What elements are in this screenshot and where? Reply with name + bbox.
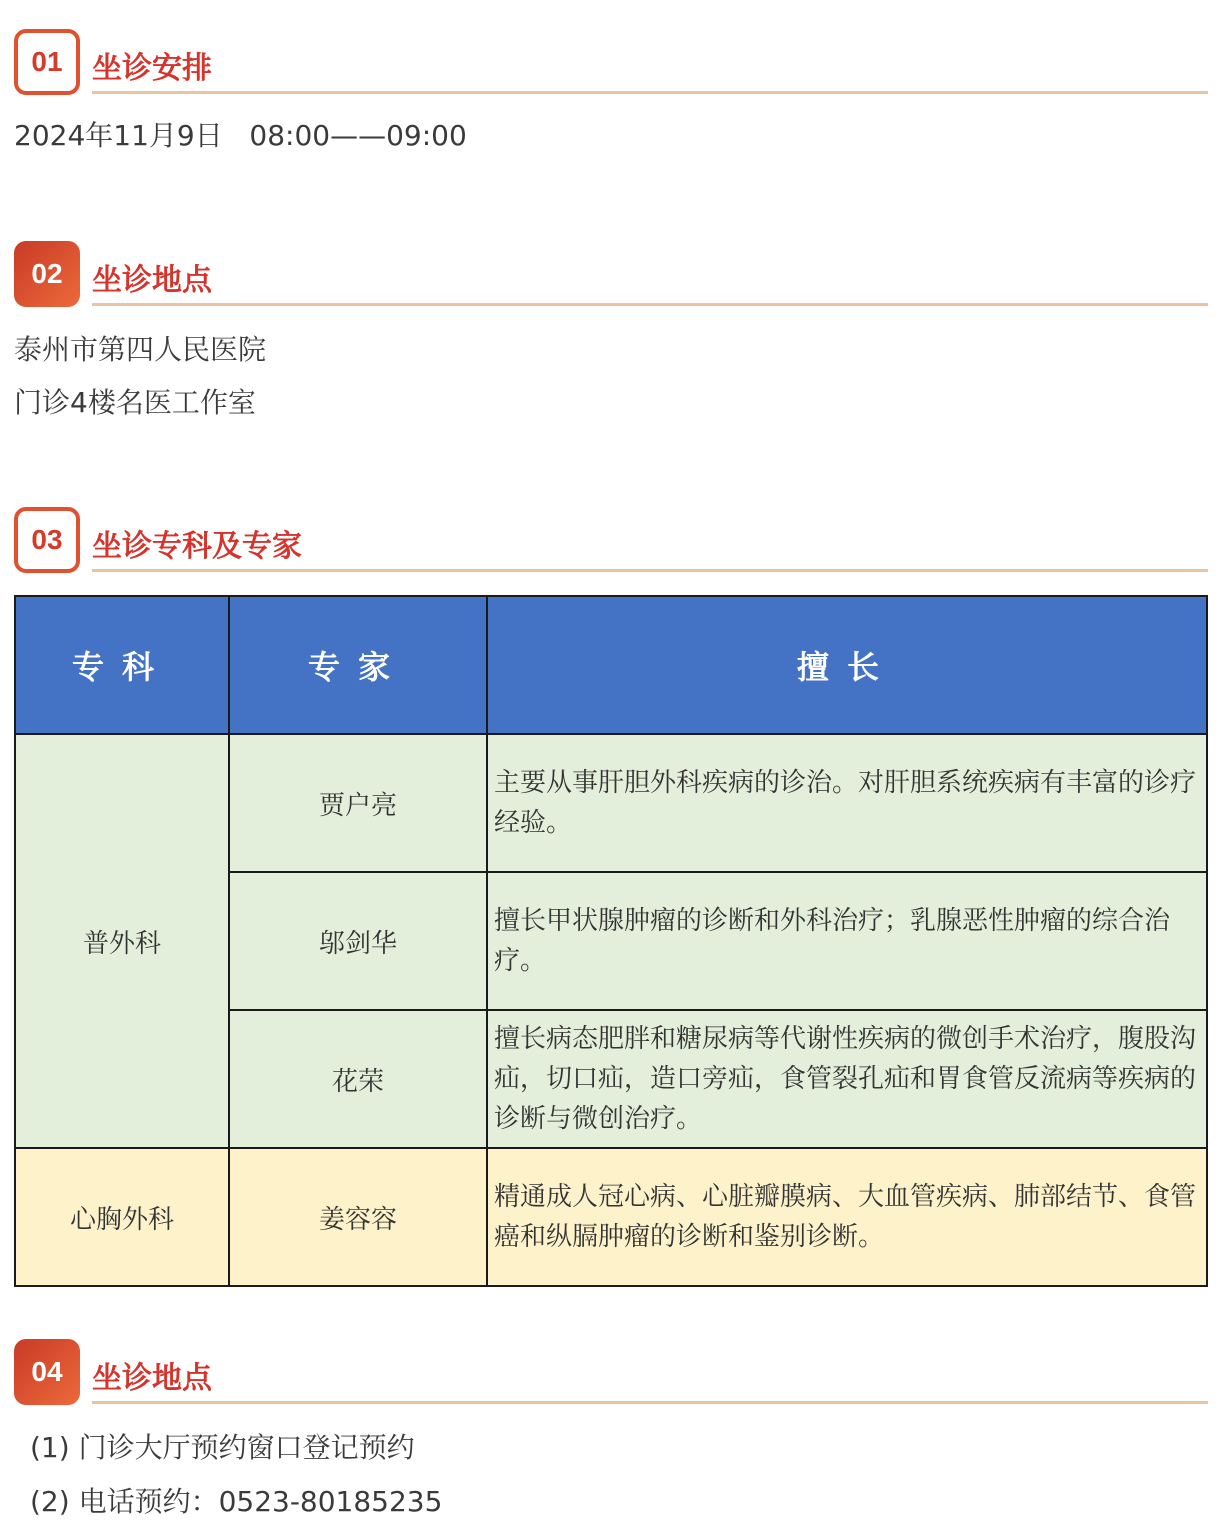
department-cell: 心胸外科	[15, 1148, 229, 1286]
section-divider	[92, 1401, 1208, 1404]
section-number-badge: 02	[14, 241, 80, 307]
section-number-badge: 04	[14, 1339, 80, 1405]
booking-window: (1) 门诊大厅预约窗口登记预约	[30, 1431, 415, 1464]
specialty-cell: 主要从事肝胆外科疾病的诊治。对肝胆系统疾病有丰富的诊疗经验。	[487, 734, 1207, 872]
table-header-row	[15, 596, 1207, 734]
expert-name-cell: 贾户亮	[229, 734, 487, 872]
department-cell: 普外科	[15, 734, 229, 1148]
column-header-specialty: 擅长	[487, 596, 1207, 734]
section-title: 坐诊安排	[92, 51, 212, 86]
section-title: 坐诊地点	[92, 263, 212, 298]
expert-name-cell: 花荣	[229, 1010, 487, 1148]
expert-name-cell: 姜容容	[229, 1148, 487, 1286]
table-row	[15, 1148, 1207, 1286]
section-header-experts	[14, 507, 1208, 575]
column-header-department: 专科	[15, 596, 229, 734]
specialty-cell: 擅长病态肥胖和糖尿病等代谢性疾病的微创手术治疗，腹股沟疝，切口疝，造口旁疝，食管裂孔疝和胃食管反流病等疾病的诊断与微创治疗。	[487, 1010, 1207, 1148]
section-header-schedule	[14, 29, 1208, 97]
location-hospital: 泰州市第四人民医院	[14, 333, 267, 366]
schedule-date: 2024年11月9日	[14, 119, 223, 152]
table-row	[15, 734, 1207, 872]
section-number-badge: 01	[14, 29, 80, 95]
section-divider	[92, 569, 1208, 572]
column-header-expert: 专家	[229, 596, 487, 734]
expert-name-cell: 邬剑华	[229, 872, 487, 1010]
schedule-line	[14, 114, 467, 154]
expert-table	[14, 595, 1208, 1287]
schedule-time: 08:00——09:00	[249, 119, 467, 152]
section-title: 坐诊专科及专家	[92, 529, 302, 564]
booking-phone: (2) 电话预约：0523-80185235	[30, 1485, 443, 1518]
specialty-cell: 擅长甲状腺肿瘤的诊断和外科治疗；乳腺恶性肿瘤的综合治疗。	[487, 872, 1207, 1010]
section-header-booking	[14, 1339, 1208, 1407]
location-room: 门诊4楼名医工作室	[14, 386, 256, 419]
section-title: 坐诊地点	[92, 1361, 212, 1396]
section-number-badge: 03	[14, 507, 80, 573]
section-header-location	[14, 241, 1208, 309]
specialty-cell: 精通成人冠心病、心脏瓣膜病、大血管疾病、肺部结节、食管癌和纵膈肿瘤的诊断和鉴别诊断。	[487, 1148, 1207, 1286]
section-divider	[92, 303, 1208, 306]
section-divider	[92, 91, 1208, 94]
